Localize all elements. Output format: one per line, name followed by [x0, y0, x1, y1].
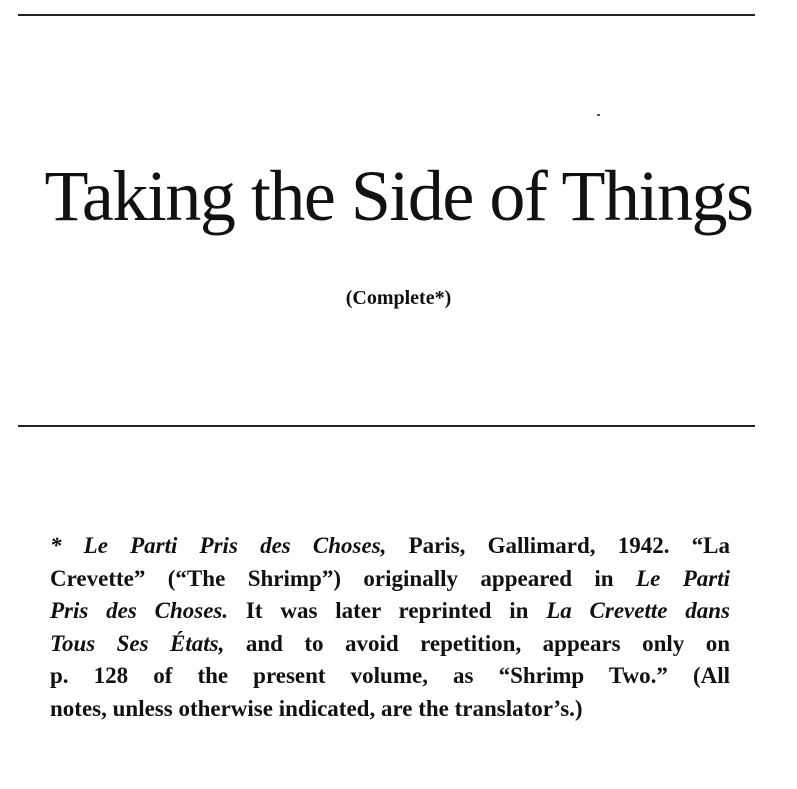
- footnote-book-title: Le Parti Pris des Choses,: [83, 533, 387, 558]
- footnote-line-1: [50, 530, 730, 563]
- bottom-rule: [18, 425, 755, 427]
- footnote-marker: *: [50, 533, 62, 558]
- page-title: Taking the Side of Things: [44, 156, 753, 236]
- footnote-book-title: Pris des Choses.: [50, 598, 229, 623]
- footnote-text: notes, unless otherwise indicated, are the translator’s.): [50, 695, 583, 721]
- footnote-line-3: [50, 595, 730, 628]
- speck-mark: [597, 114, 600, 116]
- footnote-text: p. 128 of the present volume, as “Shrimp Two.” (All: [50, 663, 730, 688]
- footnote-text: Crevette” (“The Shrimp”) originally appeared in: [50, 565, 614, 591]
- footnote-line-4: [50, 628, 730, 661]
- footnote-book-title: Tous Ses États,: [50, 630, 225, 656]
- top-rule: [18, 14, 755, 16]
- footnote: [50, 530, 730, 725]
- footnote-line-2: [50, 563, 730, 596]
- footnote-line-5: [50, 660, 730, 693]
- footnote-text: and to avoid repetition, appears only on: [245, 630, 730, 656]
- footnote-text: It was later reprinted in: [245, 598, 529, 623]
- footnote-text: Paris, Gallimard, 1942. “La: [408, 533, 730, 558]
- footnote-book-title: Le Parti: [636, 565, 731, 591]
- footnote-line-6: [50, 693, 730, 726]
- page-subtitle: (Complete*): [345, 287, 452, 309]
- footnote-book-title: La Crevette dans: [546, 598, 731, 623]
